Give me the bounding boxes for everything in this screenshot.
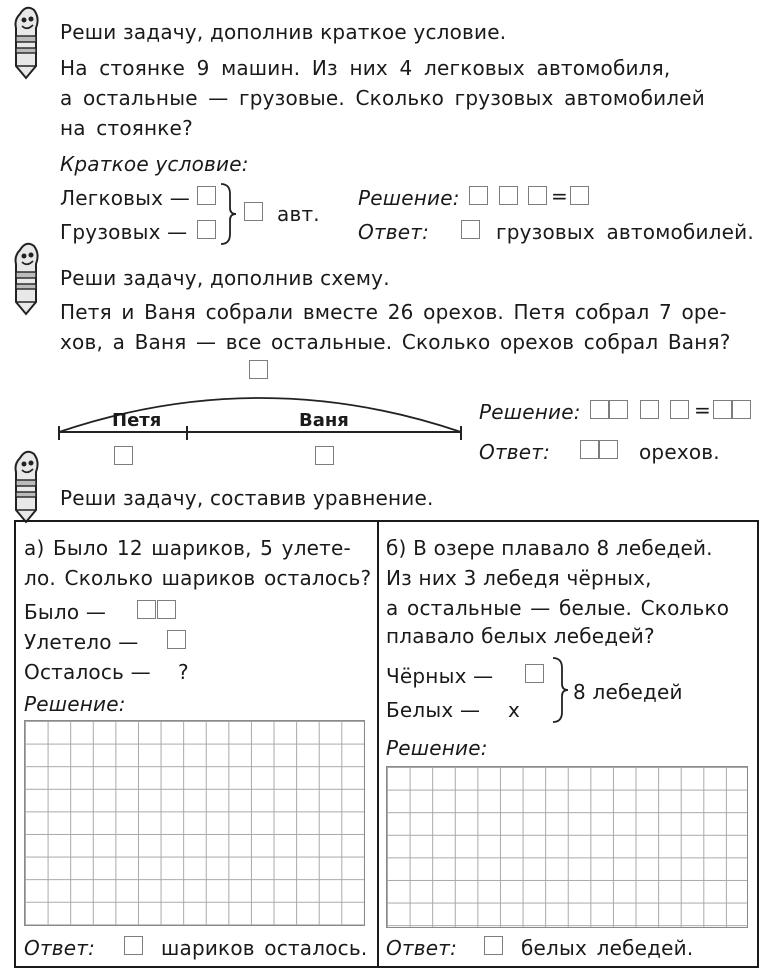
task2-solution-box-3[interactable] <box>640 400 659 419</box>
part-a-answer-text: шариков осталось. <box>161 936 368 960</box>
task1-problem-line3: на стоянке? <box>60 116 193 140</box>
row-cars-label: Легковых — <box>60 186 190 210</box>
scheme-petya-box[interactable] <box>114 446 133 465</box>
task1-heading: Реши задачу, дополнив краткое условие. <box>60 20 507 44</box>
pencil-mascot-icon <box>8 448 44 524</box>
part-a-answer-box[interactable] <box>124 936 143 955</box>
task2-solution-box-2[interactable] <box>609 400 628 419</box>
task2-solution-label: Решение: <box>479 400 581 424</box>
curly-brace-icon <box>218 182 238 246</box>
task2-result-box-2[interactable] <box>732 400 751 419</box>
row-trucks-label: Грузовых — <box>60 220 188 244</box>
part-a-line1: а) Было 12 шариков, 5 улете- <box>24 536 351 560</box>
part-a-was-box-2[interactable] <box>157 600 176 619</box>
part-a-row2-label: Улетело — <box>24 630 139 654</box>
part-b-total-text: 8 лебедей <box>573 680 683 704</box>
segment-vanya-label: Ваня <box>299 410 349 431</box>
part-b-answer-box[interactable] <box>484 936 503 955</box>
part-b-solution-label: Решение: <box>386 736 488 760</box>
part-b-line1: б) В озере плавало 8 лебедей. <box>386 536 713 560</box>
task2-solution-box-4[interactable] <box>670 400 689 419</box>
part-b-line4: плавало белых лебедей? <box>386 624 655 648</box>
task2-heading: Реши задачу, дополнив схему. <box>60 266 390 290</box>
part-b-answer-text: белых лебедей. <box>521 936 694 960</box>
task2-equals-sign: = <box>694 398 711 422</box>
cars-answer-box[interactable] <box>197 186 216 205</box>
part-b-black-box[interactable] <box>525 664 544 683</box>
task1-problem-line1: На стоянке 9 машин. Из них 4 легковых автомобиля, <box>60 56 671 80</box>
task2-result-box-1[interactable] <box>713 400 732 419</box>
part-a-flew-box[interactable] <box>167 630 186 649</box>
task3-divider <box>377 520 379 968</box>
task1-answer-text: грузовых автомобилей. <box>496 220 754 244</box>
total-unit: авт. <box>277 202 320 226</box>
task2-answer-box-1[interactable] <box>580 440 599 459</box>
task3-heading: Реши задачу, составив уравнение. <box>60 486 434 510</box>
part-b-line2: Из них 3 лебедя чёрных, <box>386 566 652 590</box>
segment-petya-label: Петя <box>112 410 162 431</box>
task2-answer-text: орехов. <box>639 440 720 464</box>
part-b-row2-label: Белых — <box>386 698 481 722</box>
part-b-line3: а остальные — белые. Сколько <box>386 596 730 620</box>
task1-problem-line2: а остальные — грузовые. Сколько грузовых автомобилей <box>60 86 705 110</box>
task2-problem-line2: хов, а Ваня — все остальные. Сколько орехов собрал Ваня? <box>60 330 731 354</box>
part-a-row1-label: Было — <box>24 600 107 624</box>
task1-solution-box-1[interactable] <box>469 186 488 205</box>
task1-answer-box[interactable] <box>461 220 480 239</box>
task1-solution-box-3[interactable] <box>528 186 547 205</box>
part-a-row3-value: ? <box>178 660 189 684</box>
curly-brace-icon <box>550 656 570 724</box>
task2-answer-box-2[interactable] <box>599 440 618 459</box>
part-a-row3-label: Осталось — <box>24 660 151 684</box>
part-b-answer-label: Ответ: <box>386 936 458 960</box>
task1-answer-label: Ответ: <box>358 220 430 244</box>
part-a-line2: ло. Сколько шариков осталось? <box>24 566 372 590</box>
task2-problem-line1: Петя и Ваня собрали вместе 26 орехов. Петя собрал 7 оре- <box>60 300 727 324</box>
task2-solution-box-1[interactable] <box>590 400 609 419</box>
task1-result-box[interactable] <box>570 186 589 205</box>
scheme-total-box[interactable] <box>249 360 268 379</box>
part-a-solution-grid[interactable] <box>24 720 365 926</box>
part-a-was-box-1[interactable] <box>137 600 156 619</box>
part-a-answer-label: Ответ: <box>24 936 96 960</box>
pencil-mascot-icon <box>8 240 44 316</box>
part-b-solution-grid[interactable] <box>386 766 748 928</box>
total-answer-box[interactable] <box>244 202 263 221</box>
pencil-mascot-icon <box>8 4 44 80</box>
scheme-vanya-box[interactable] <box>315 446 334 465</box>
part-a-solution-label: Решение: <box>24 692 126 716</box>
task1-solution-label: Решение: <box>358 186 460 210</box>
trucks-answer-box[interactable] <box>197 220 216 239</box>
part-b-row2-value: х <box>508 698 521 722</box>
part-b-row1-label: Чёрных — <box>386 664 494 688</box>
task2-answer-label: Ответ: <box>479 440 551 464</box>
task1-equals-sign: = <box>551 184 568 208</box>
task1-solution-box-2[interactable] <box>499 186 518 205</box>
short-condition-label: Краткое условие: <box>60 152 249 176</box>
